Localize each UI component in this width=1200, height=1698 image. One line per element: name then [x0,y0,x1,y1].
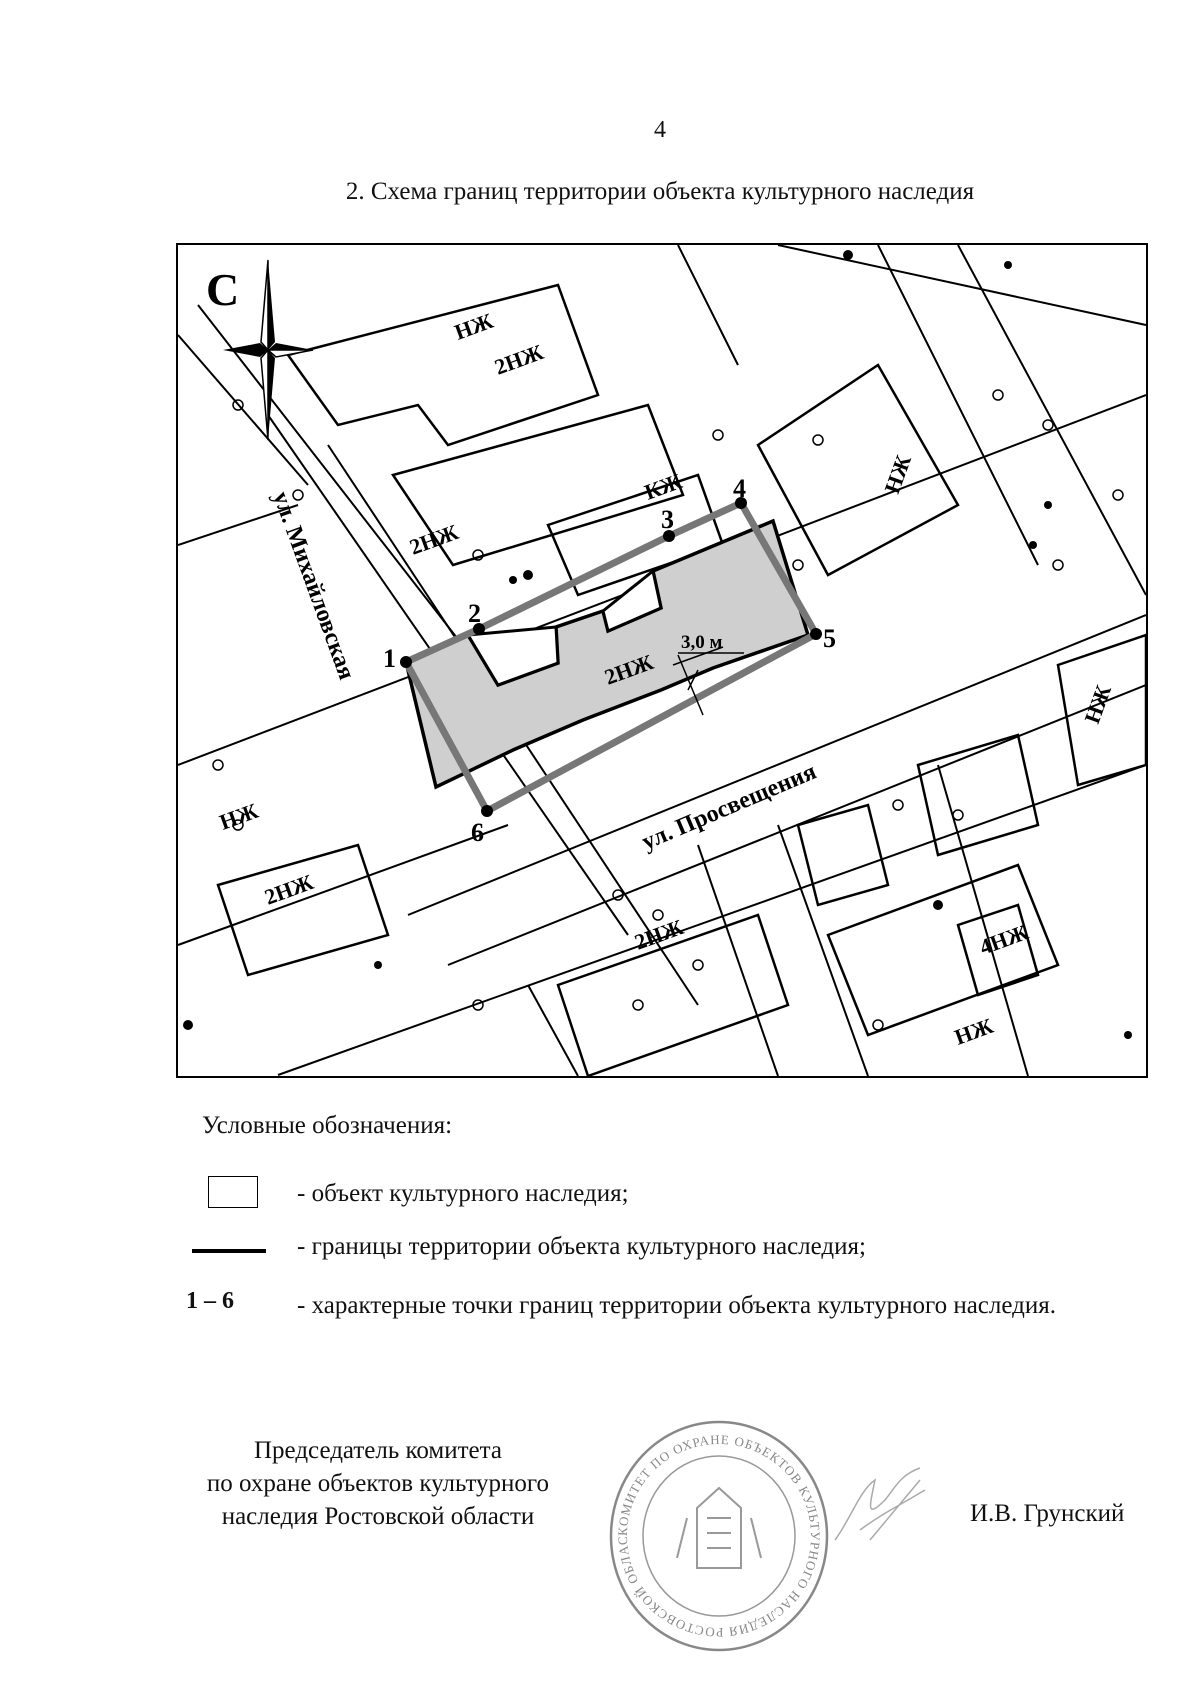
building-label: 2НЖ [406,519,462,560]
building-label: КЖ [641,468,686,505]
signer-position [168,1434,588,1533]
signer-position-line: по охране объектов культурного [206,1470,550,1497]
boundary-point-5 [810,628,822,640]
main-building-label: 2НЖ [601,649,657,690]
legend-boundary-text: - границы территории объекта культурного наследия; [297,1233,866,1260]
legend-object-symbol [208,1176,258,1208]
point-label-4: 4 [733,474,746,503]
point-label-2: 2 [468,599,481,628]
boundary-point-1 [400,656,412,668]
building-label: НЖ [951,1012,997,1050]
point-label-5: 5 [823,624,836,653]
north-label: С [206,264,240,315]
street-name-vertical: ул. Михайловская [267,488,360,684]
legend-points-symbol: 1 – 6 [186,1288,234,1314]
building-label: 2НЖ [631,914,687,955]
building-label: НЖ [451,307,497,345]
building-label: НЖ [879,451,916,497]
legend-boundary-symbol [192,1249,266,1253]
handwritten-signature [830,1460,930,1550]
point-label-3: 3 [661,505,674,534]
building-label: 4НЖ [976,919,1032,960]
official-seal [607,1418,831,1654]
scheme-title: 2. Схема границ территории объекта культурного наследия [345,178,975,205]
signer-name: И.В. Грунский [970,1500,1125,1527]
building-label: НЖ [1079,681,1116,727]
svg-text:КОМИТЕТ ПО ОХРАНЕ ОБЪЕКТОВ КУЛ: КОМИТЕТ ПО ОХРАНЕ ОБЪЕКТОВ КУЛЬТУРНОГО НАСЛЕДИЯ РОСТОВСКОЙ ОБЛАС [614,1431,824,1641]
point-label-6: 6 [471,818,484,847]
page-number: 4 [654,117,666,143]
boundary-map [176,243,1148,1078]
street-name-horizontal: ул. Просвещения [638,758,821,856]
dimension-label: 3,0 м [681,632,723,653]
legend-points-text: - характерные точки границ территории объекта культурного наследия. [297,1292,1056,1319]
boundary-point-6 [481,805,493,817]
building-label: 2НЖ [491,339,547,380]
signer-position-line: наследия Ростовской области [221,1503,535,1530]
building-label: НЖ [216,797,262,835]
signer-position-line: Председатель комитета [254,1437,502,1464]
building-label: 2НЖ [261,869,317,910]
legend-object-text: - объект культурного наследия; [297,1180,629,1207]
point-label-1: 1 [383,644,396,673]
legend-title: Условные обозначения: [202,1112,453,1139]
